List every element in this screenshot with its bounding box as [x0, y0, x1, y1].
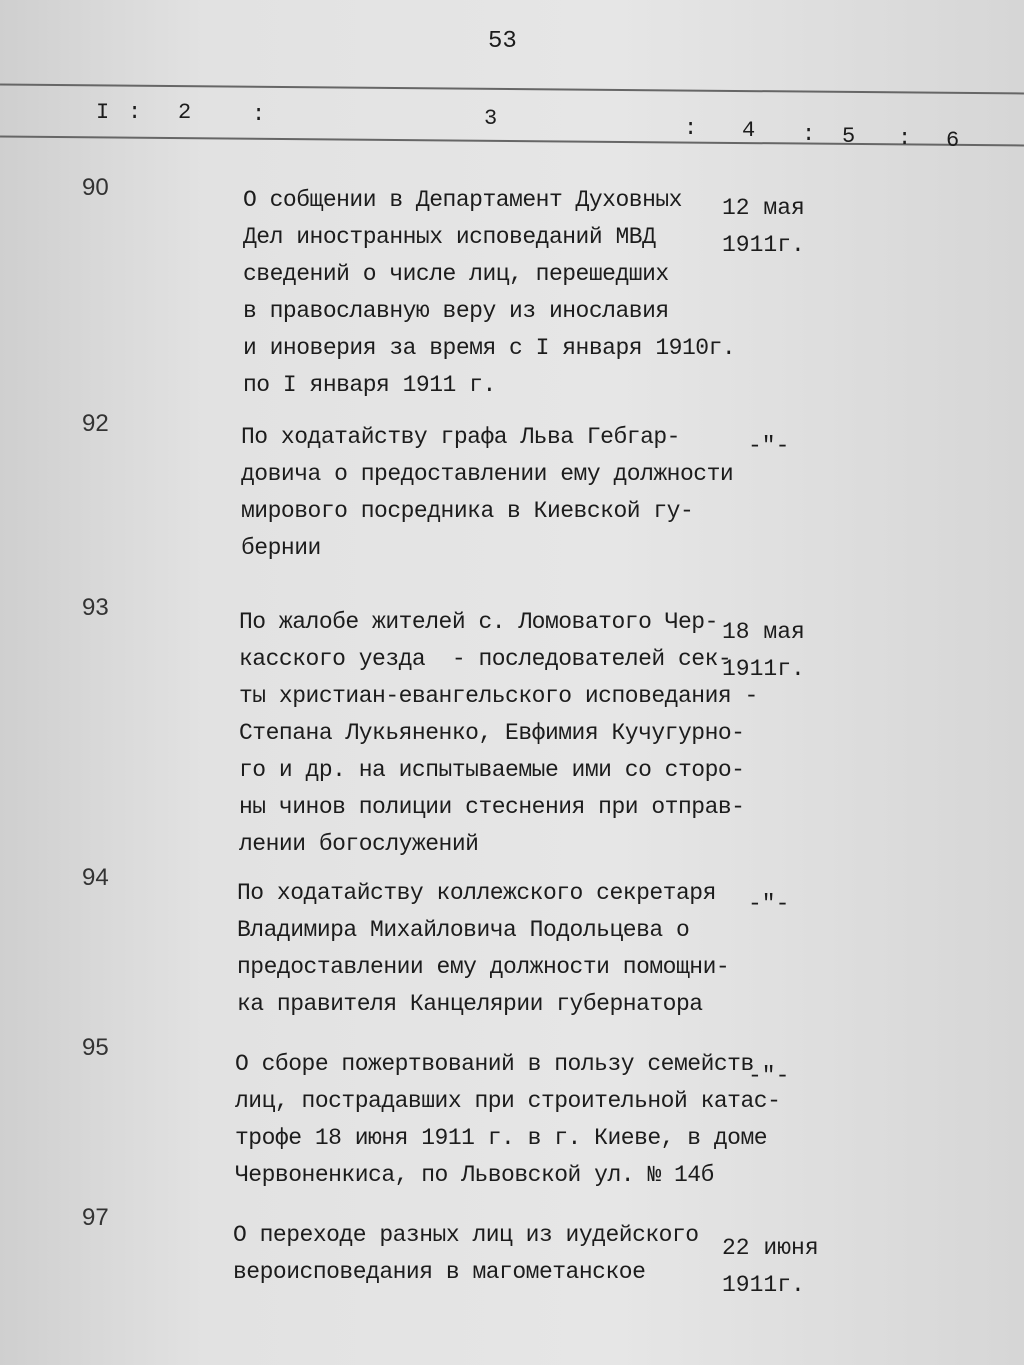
- column-header-6: 6: [946, 128, 960, 153]
- description-line: О собщении в Департамент Духовных: [243, 187, 682, 213]
- date-line: 12 мая: [722, 195, 805, 221]
- date-line: 22 июня: [722, 1235, 819, 1261]
- description-line: сведений о числе лиц, перешедших: [243, 261, 669, 287]
- description-line: и иноверия за время с I января 1910г.: [243, 335, 736, 361]
- column-separator: :: [252, 102, 266, 127]
- entry-number: 97: [82, 1204, 109, 1231]
- description-line: По жалобе жителей с. Ломоватого Чер-: [239, 609, 718, 635]
- description-line: Червоненкиса, по Львовской ул. № 14б: [235, 1162, 714, 1188]
- entry-number: 95: [82, 1034, 109, 1061]
- date-line: -"-: [748, 433, 790, 459]
- description-line: ка правителя Канцелярии губернатора: [237, 991, 703, 1017]
- description-line: по I января 1911 г.: [243, 372, 496, 398]
- date-line: 1911г.: [722, 1272, 805, 1298]
- entry-number: 92: [82, 410, 109, 437]
- description-line: По ходатайству графа Льва Гебгар-: [241, 424, 680, 450]
- entry-number: 93: [82, 594, 109, 621]
- entry-date: [722, 1230, 819, 1304]
- header-rule-top: [0, 84, 1024, 95]
- description-line: Степана Лукьяненко, Евфимия Кучугурно-: [239, 720, 745, 746]
- column-header-1: I: [96, 100, 110, 125]
- entry-description: [233, 1217, 699, 1291]
- entry-description: [235, 1046, 780, 1194]
- entry-description: [239, 604, 758, 863]
- description-line: лении богослужений: [239, 831, 479, 857]
- description-line: Владимира Михайловича Подольцева о: [237, 917, 690, 943]
- page-number: 53: [488, 28, 517, 55]
- date-line: 1911г.: [722, 232, 805, 258]
- column-header-4: 4: [742, 118, 756, 143]
- description-line: вероисповедания в магометанское: [233, 1259, 646, 1285]
- description-line: Дел иностранных исповеданий МВД: [243, 224, 656, 250]
- entry-description: [237, 875, 729, 1023]
- entry-date: [722, 190, 805, 264]
- entry-date: [722, 1058, 789, 1095]
- entry-number: 90: [82, 174, 109, 201]
- description-line: бернии: [241, 535, 321, 561]
- column-header-3: 3: [484, 106, 498, 131]
- description-line: в православную веру из инославия: [243, 298, 669, 324]
- description-line: ны чинов полиции стеснения при отправ-: [239, 794, 745, 820]
- column-separator: :: [802, 122, 816, 147]
- entry-date: [722, 614, 805, 688]
- column-header-2: 2: [178, 100, 192, 125]
- description-line: го и др. на испытываемые ими со сторо-: [239, 757, 745, 783]
- description-line: О сборе пожертвований в пользу семейств: [235, 1051, 754, 1077]
- description-line: О переходе разных лиц из иудейского: [233, 1222, 699, 1248]
- description-line: трофе 18 июня 1911 г. в г. Киеве, в доме: [235, 1125, 768, 1151]
- description-line: По ходатайству коллежского секретаря: [237, 880, 716, 906]
- date-line: 18 мая: [722, 619, 805, 645]
- date-line: -"-: [748, 891, 790, 917]
- entry-number: 94: [82, 864, 109, 891]
- column-header-5: 5: [842, 124, 856, 149]
- description-line: довича о предоставлении ему должности: [241, 461, 734, 487]
- description-line: предоставлении ему должности помощни-: [237, 954, 730, 980]
- entry-date: [722, 428, 789, 465]
- entry-description: [243, 182, 735, 404]
- entry-date: [722, 886, 789, 923]
- description-line: лиц, пострадавших при строительной катас-: [235, 1088, 781, 1114]
- date-line: 1911г.: [722, 656, 805, 682]
- description-line: ты христиан-евангельского исповедания -: [239, 683, 758, 709]
- header-rule-bottom: [0, 136, 1024, 147]
- column-separator: :: [898, 126, 912, 151]
- column-separator: :: [128, 100, 142, 125]
- column-separator: :: [684, 116, 698, 141]
- entry-description: [241, 419, 733, 567]
- description-line: касского уезда - последователей сек-: [239, 646, 732, 672]
- date-line: -"-: [748, 1063, 790, 1089]
- description-line: мирового посредника в Киевской гу-: [241, 498, 694, 524]
